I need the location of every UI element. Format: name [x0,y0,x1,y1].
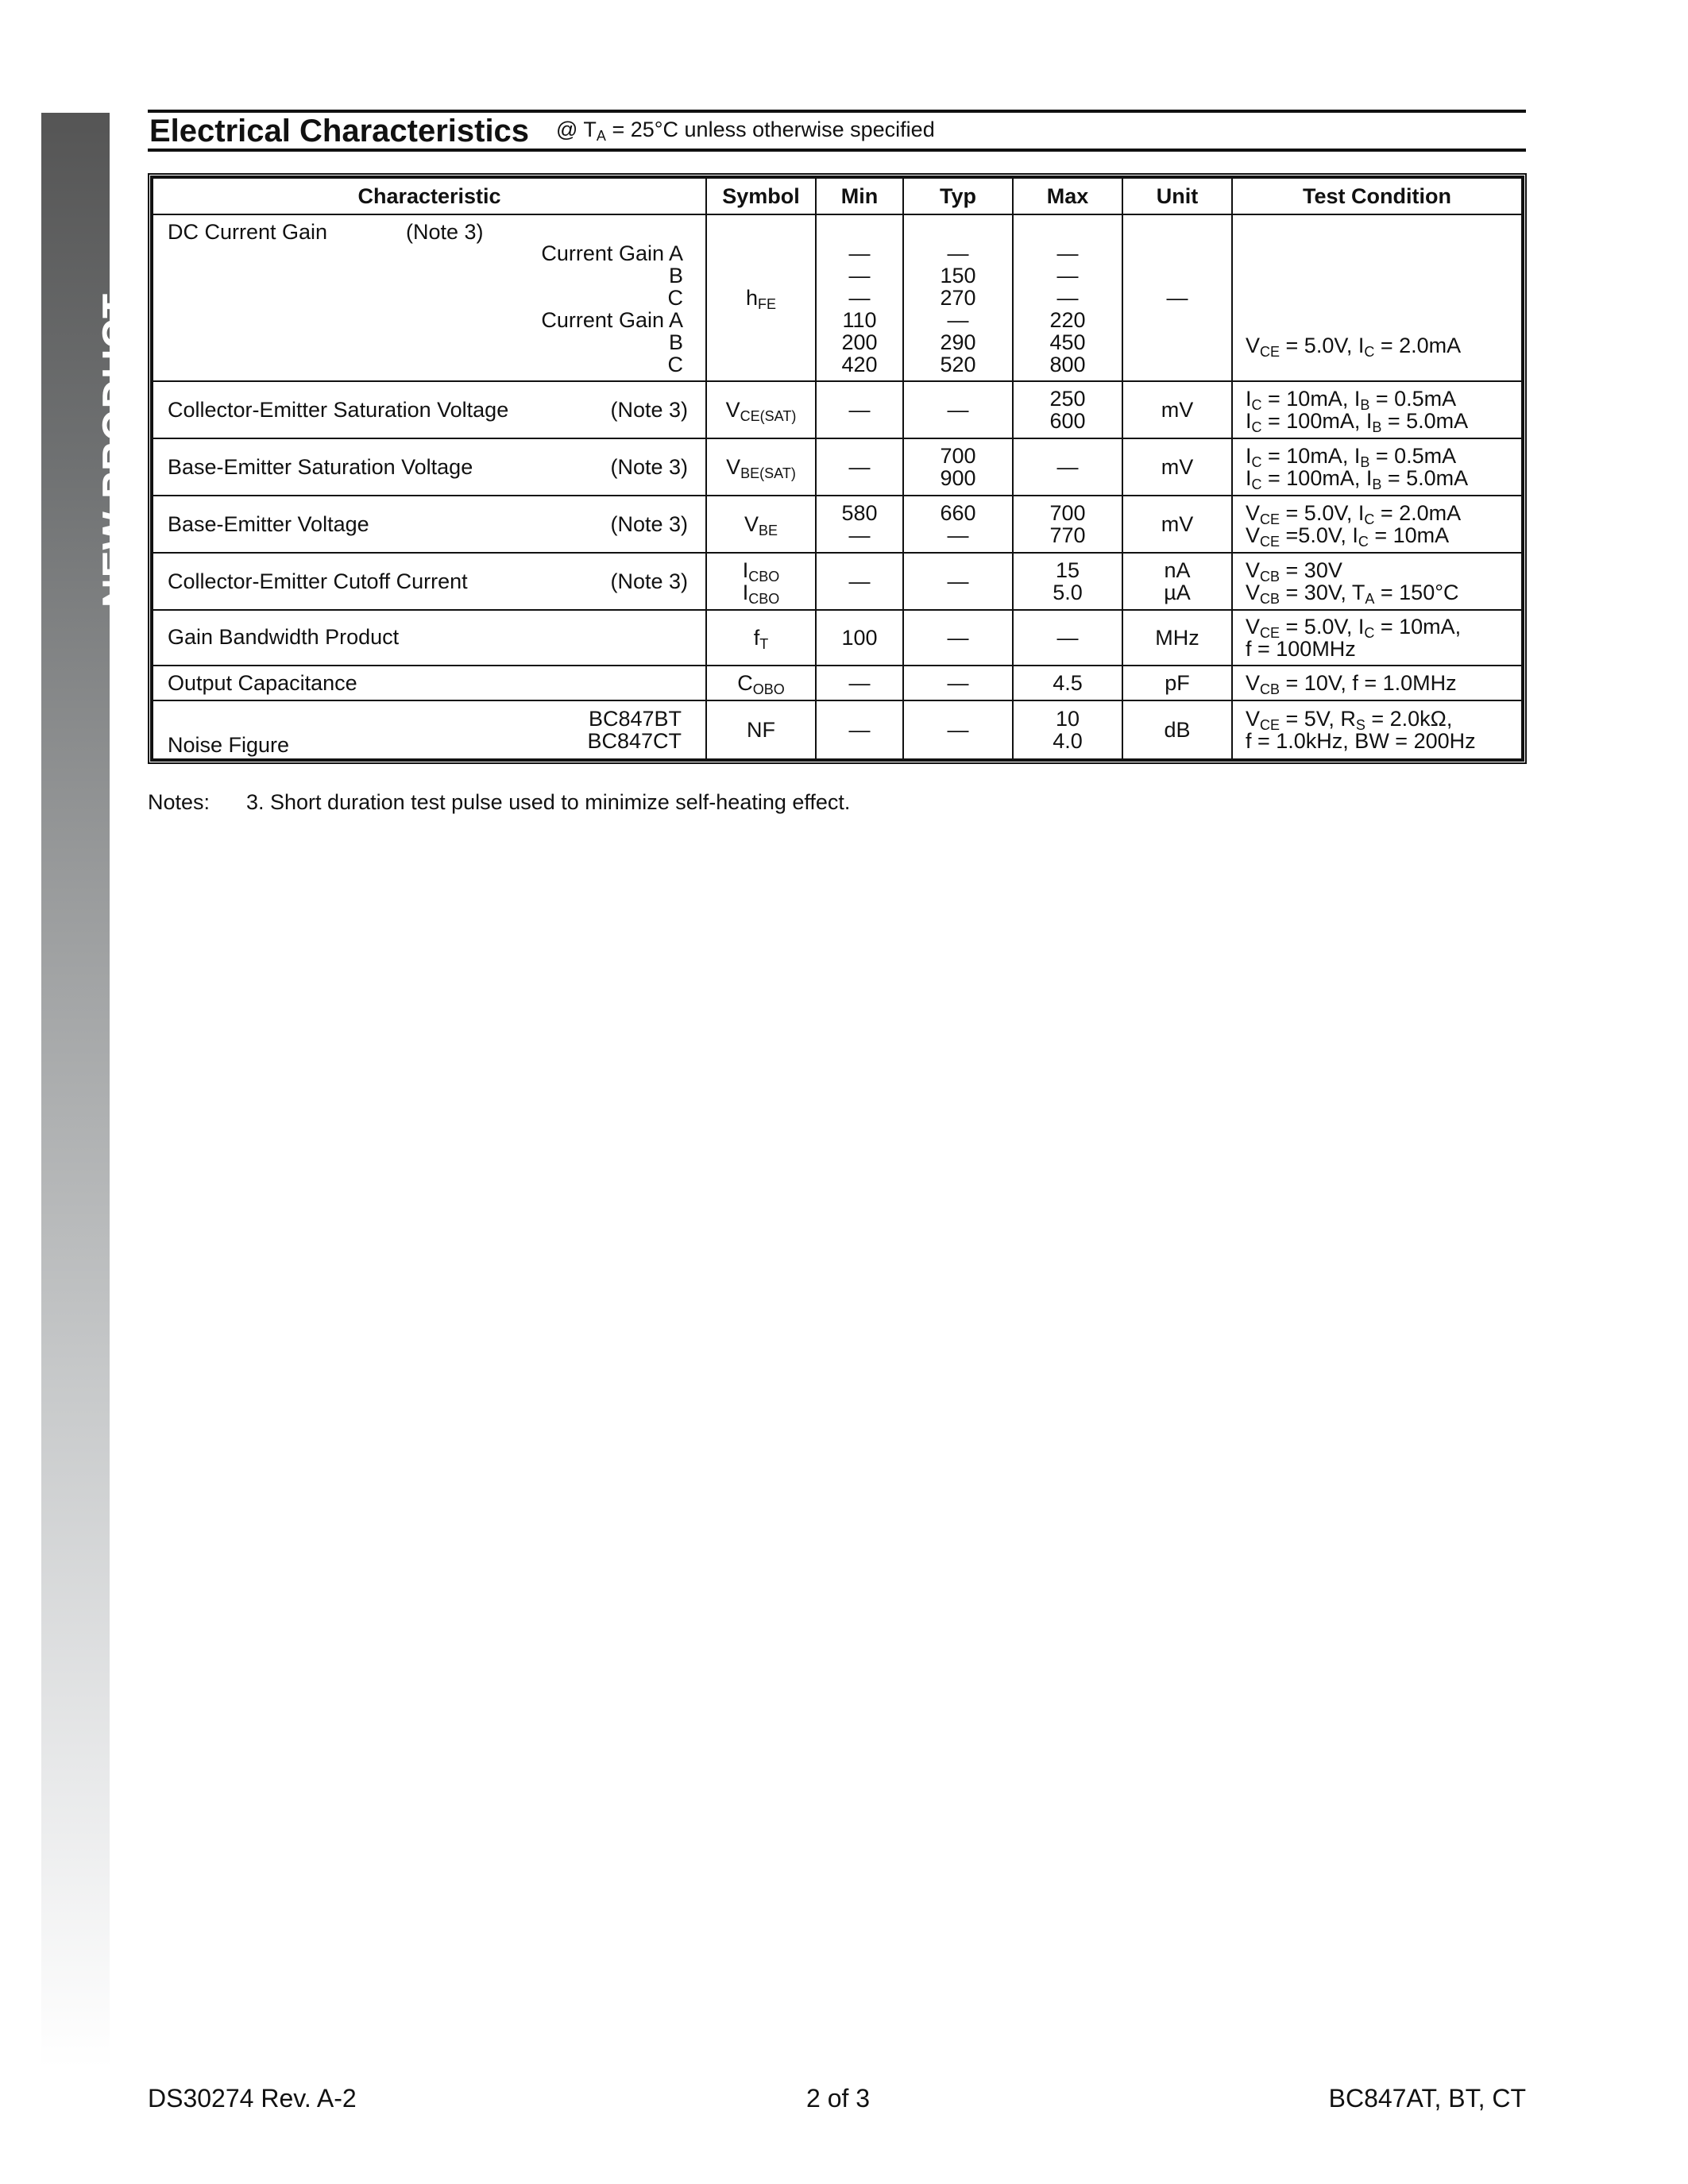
header-max: Max [1013,178,1122,214]
max-cell: — [1013,438,1122,496]
header-typ: Typ [903,178,1013,214]
temperature-condition: @ $T_A = 25^\circ C$ unless otherwise specified [556,118,935,144]
gain-grade-list [541,242,683,376]
header-symbol: Symbol [706,178,816,214]
max-cell: 15 5.0 [1013,553,1122,610]
typ-cell: 700 900 [903,438,1013,496]
typ-cell: — [903,381,1013,438]
notes-label: Notes: [148,790,211,814]
symbol-cell: $V_{CE(SAT)}$ [706,381,816,438]
typ-cell: — [903,610,1013,666]
min-cell: — — — 110 200 420 [816,214,903,381]
notes-section [148,790,850,815]
characteristic-cell [153,666,706,700]
min-cell: — [816,381,903,438]
table-row [153,438,1522,496]
footer-part-numbers: BC847AT, BT, CT [1328,2084,1526,2113]
symbol-cell: $h_{FE}$ [706,214,816,381]
unit-cell: MHz [1122,610,1232,666]
grade-label: B [668,330,683,354]
side-banner [41,113,140,2068]
max-cell: 700 770 [1013,496,1122,553]
unit-cell: mV [1122,381,1232,438]
unit-cell: mV [1122,438,1232,496]
unit-cell: dB [1122,700,1232,759]
characteristic-cell [153,438,706,496]
symbol-cell: $V_{BE}$ [706,496,816,553]
title-rule [148,149,1526,152]
section-title: Electrical Characteristics [149,114,530,149]
note-ref: (Note 3) [406,220,484,244]
test-condition-cell: $V_{CE} = 5.0V$, $I_C = 2.0mA$ [1232,214,1522,381]
test-condition-cell: $V_{CB} = 10V$, f = 1.0MHz [1232,666,1522,700]
min-cell: — [816,553,903,610]
characteristic-name: Collector-Emitter Cutoff Current [168,569,468,593]
characteristic-cell [153,214,706,381]
electrical-characteristics-table [148,173,1527,764]
note-ref: (Note 3) [610,512,688,536]
symbol-cell: $f_T$ [706,610,816,666]
characteristic-name: Base-Emitter Saturation Voltage [168,455,473,479]
max-cell: — [1013,610,1122,666]
table-row [153,666,1522,700]
test-condition-cell: $V_{CB} = 30V$ $V_{CB} = 30V$, $T_A = 150^\circ C$ [1232,553,1522,610]
characteristic-name: Gain Bandwidth Product [168,625,400,649]
table-row [153,553,1522,610]
footer-page-number: 2 of 3 [806,2084,871,2113]
min-cell: — [816,666,903,700]
typ-cell: 660 — [903,496,1013,553]
note-ref: (Note 3) [610,569,688,593]
grade-label: Current Gain A [541,241,683,265]
table-row [153,381,1522,438]
test-condition-cell: $V_{CE} = 5.0V$, $I_C = 10mA$, f = 100MHz [1232,610,1522,666]
table-row [153,214,1522,381]
test-condition-cell: $V_{CE} = 5.0V$, $I_C = 2.0mA$ $V_{CE} =5.0V$, $I_C = 10mA$ [1232,496,1522,553]
characteristic-cell [153,381,706,438]
characteristic-cell [153,700,706,759]
typ-cell: — 150 270 — 290 520 [903,214,1013,381]
part-number: BC847CT [587,729,682,753]
max-cell: 4.5 [1013,666,1122,700]
part-number: BC847BT [588,707,682,731]
min-cell: 580 — [816,496,903,553]
typ-cell: — [903,700,1013,759]
test-condition-cell: $I_C = 10mA$, $I_B = 0.5mA$ $I_C = 100mA$, $I_B = 5.0mA$ [1232,381,1522,438]
grade-label: C [667,353,683,376]
typ-cell: — [903,553,1013,610]
unit-cell: — [1122,214,1232,381]
unit-cell: pF [1122,666,1232,700]
header-min: Min [816,178,903,214]
max-cell: 250 600 [1013,381,1122,438]
note-ref: (Note 3) [610,398,688,422]
characteristic-name: Output Capacitance [168,671,357,695]
table-row [153,700,1522,759]
table-row [153,496,1522,553]
new-product-label: NEW PRODUCT [94,292,140,608]
header-characteristic: Characteristic [153,178,706,214]
characteristic-name: DC Current Gain [168,220,328,244]
min-cell: 100 [816,610,903,666]
characteristic-cell [153,496,706,553]
grade-label: C [667,286,683,310]
header-test-condition: Test Condition [1232,178,1522,214]
characteristic-name: Noise Figure [168,733,290,757]
table-row [153,610,1522,666]
grade-label: B [668,264,683,287]
characteristic-cell [153,553,706,610]
symbol-cell: $V_{BE(SAT)}$ [706,438,816,496]
note-item: 3. Short duration test pulse used to minimize self-heating effect. [246,790,851,814]
table-header-row [153,178,1522,214]
test-condition-cell: $V_{CE} = 5V$, $R_S = 2.0k\Omega$, f = 1.0kHz, BW = 200Hz [1232,700,1522,759]
max-cell: — — — 220 450 800 [1013,214,1122,381]
min-cell: — [816,438,903,496]
typ-cell: — [903,666,1013,700]
symbol-cell: $I_{CBO}$ $I_{CBO}$ [706,553,816,610]
header-unit: Unit [1122,178,1232,214]
note-ref: (Note 3) [610,455,688,479]
top-rule [148,110,1526,113]
characteristic-name: Collector-Emitter Saturation Voltage [168,398,509,422]
min-cell: — [816,700,903,759]
max-cell: 10 4.0 [1013,700,1122,759]
symbol-cell: $C_{OBO}$ [706,666,816,700]
footer-doc-id: DS30274 Rev. A-2 [148,2084,357,2113]
part-number-list [587,708,682,752]
characteristic-cell [153,610,706,666]
symbol-cell: NF [706,700,816,759]
unit-cell: mV [1122,496,1232,553]
characteristic-name: Base-Emitter Voltage [168,512,369,536]
grade-label: Current Gain A [541,308,683,332]
test-condition-cell: $I_C = 10mA$, $I_B = 0.5mA$ $I_C = 100mA$, $I_B = 5.0mA$ [1232,438,1522,496]
unit-cell: nA µA [1122,553,1232,610]
